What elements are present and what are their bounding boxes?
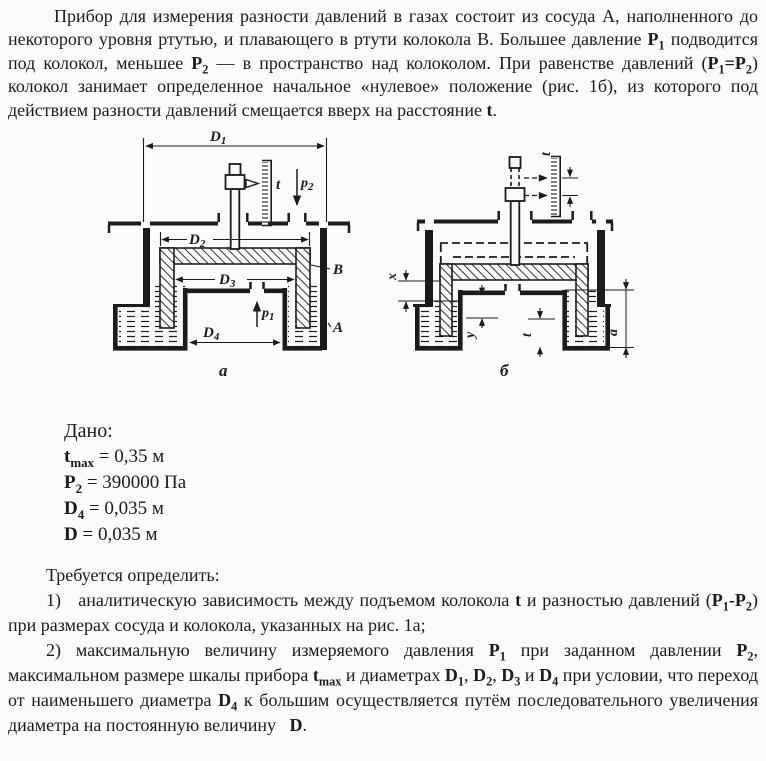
bell-callout — [311, 262, 343, 278]
svg-text:D4: D4 — [203, 325, 220, 344]
scale-a — [262, 161, 281, 227]
pressure-p2-arrow — [297, 169, 314, 205]
dimension-t-scale — [539, 151, 578, 207]
given-item-d4: $D_4 = 0,035$ м — [64, 498, 164, 522]
x-dim-label: х — [385, 273, 400, 281]
rod-knob — [226, 175, 245, 189]
intro-paragraph: Прибор для измерения разности давлений в газах состоит из сосуда А, наполненного до некоторого уровня ртутью, и плавающего в ртути колокола В. Большее давление $P_1$ подводится под колокол, меньшее $P_2$ — в пространство над колоколом. При равенстве давлений $(P_1=P_2)$ колокол занимает определенное начальное «нулевое» положение (рис. 1б), из которого под действием разности давлений смещается вверх на расстояние t. — [8, 6, 758, 120]
bell-rod-b — [511, 201, 520, 265]
figure-a-diagram — [108, 129, 350, 380]
vessel-left-wall — [143, 228, 150, 307]
tasks-title: Требуется определить: — [46, 565, 220, 586]
scale-strip — [262, 162, 268, 226]
task-item-1: 1) аналитическую зависимость между подъемом колокола t и разностью давлений $(P_1-P_2)$ при размерах сосуда и колокола, указанных на рис. 1а; — [8, 590, 758, 636]
given-item-tmax: $t_{max} = 0,35$ м — [64, 446, 165, 470]
svg-text:p1: p1 — [262, 306, 275, 324]
given-item-d: D = 0,035 м — [64, 524, 158, 546]
scale-strip-b — [551, 158, 557, 216]
rod-knob-b — [506, 188, 525, 201]
device-diagram — [0, 124, 766, 394]
given-title: Дано: — [64, 420, 113, 443]
given-section — [64, 418, 766, 548]
rod-assembly-b — [506, 157, 525, 265]
svg-text:p2: p2 — [301, 176, 314, 194]
scale-b — [551, 157, 561, 218]
figure-a-caption: а — [219, 361, 228, 381]
bell-top-plate — [160, 248, 310, 264]
svg-text:D1: D1 — [210, 129, 227, 148]
figure-b-caption: б — [500, 361, 509, 381]
dimension-d4 — [190, 325, 280, 343]
inner-vessel-b — [458, 284, 567, 293]
tasks-section — [0, 563, 766, 738]
t-scale-label: t — [539, 152, 554, 157]
pointer-icon — [246, 180, 258, 188]
a-dim-label: а — [606, 329, 621, 337]
scale-t-label: t — [276, 177, 281, 194]
task-item-2: 2) максимальную величину измеряемого давления $P_1$ при заданном давлении $P_2$, максимальном размере шкалы прибора $t_{max}$ и диаметрах $D_1$, $D_2$, $D_3$ и $D_4$ при условии, что переход от наименьшего диаметра $D_4$ к большим осуществляется путём последовательного увеличения диаметра на постоянную величину D. — [8, 640, 759, 736]
bell-left-skirt — [160, 248, 174, 328]
svg-text:D2: D2 — [189, 232, 206, 251]
rod-cap-b — [510, 157, 521, 168]
svg-text:D3: D3 — [219, 272, 236, 291]
pressure-p1-arrow — [257, 302, 275, 327]
svg-text:B: B — [333, 262, 344, 279]
y-dim-label: у — [463, 331, 478, 339]
t-bottom-dim-label: t — [520, 333, 535, 338]
given-item-p2: $P_2 = 390000$ Па — [64, 472, 187, 496]
figure-b-diagram — [385, 151, 634, 380]
vessel-callout — [328, 320, 343, 336]
bell-right-skirt — [296, 248, 310, 328]
svg-text:A: A — [333, 320, 344, 337]
rod-assembly-a — [226, 164, 259, 249]
dimension-t-bottom — [520, 308, 555, 357]
pointer-arrows-b — [524, 178, 547, 196]
dimension-d3 — [176, 272, 294, 290]
vessel-right-wall — [320, 228, 327, 350]
rod-cap — [230, 164, 241, 175]
document-page — [0, 5, 766, 761]
